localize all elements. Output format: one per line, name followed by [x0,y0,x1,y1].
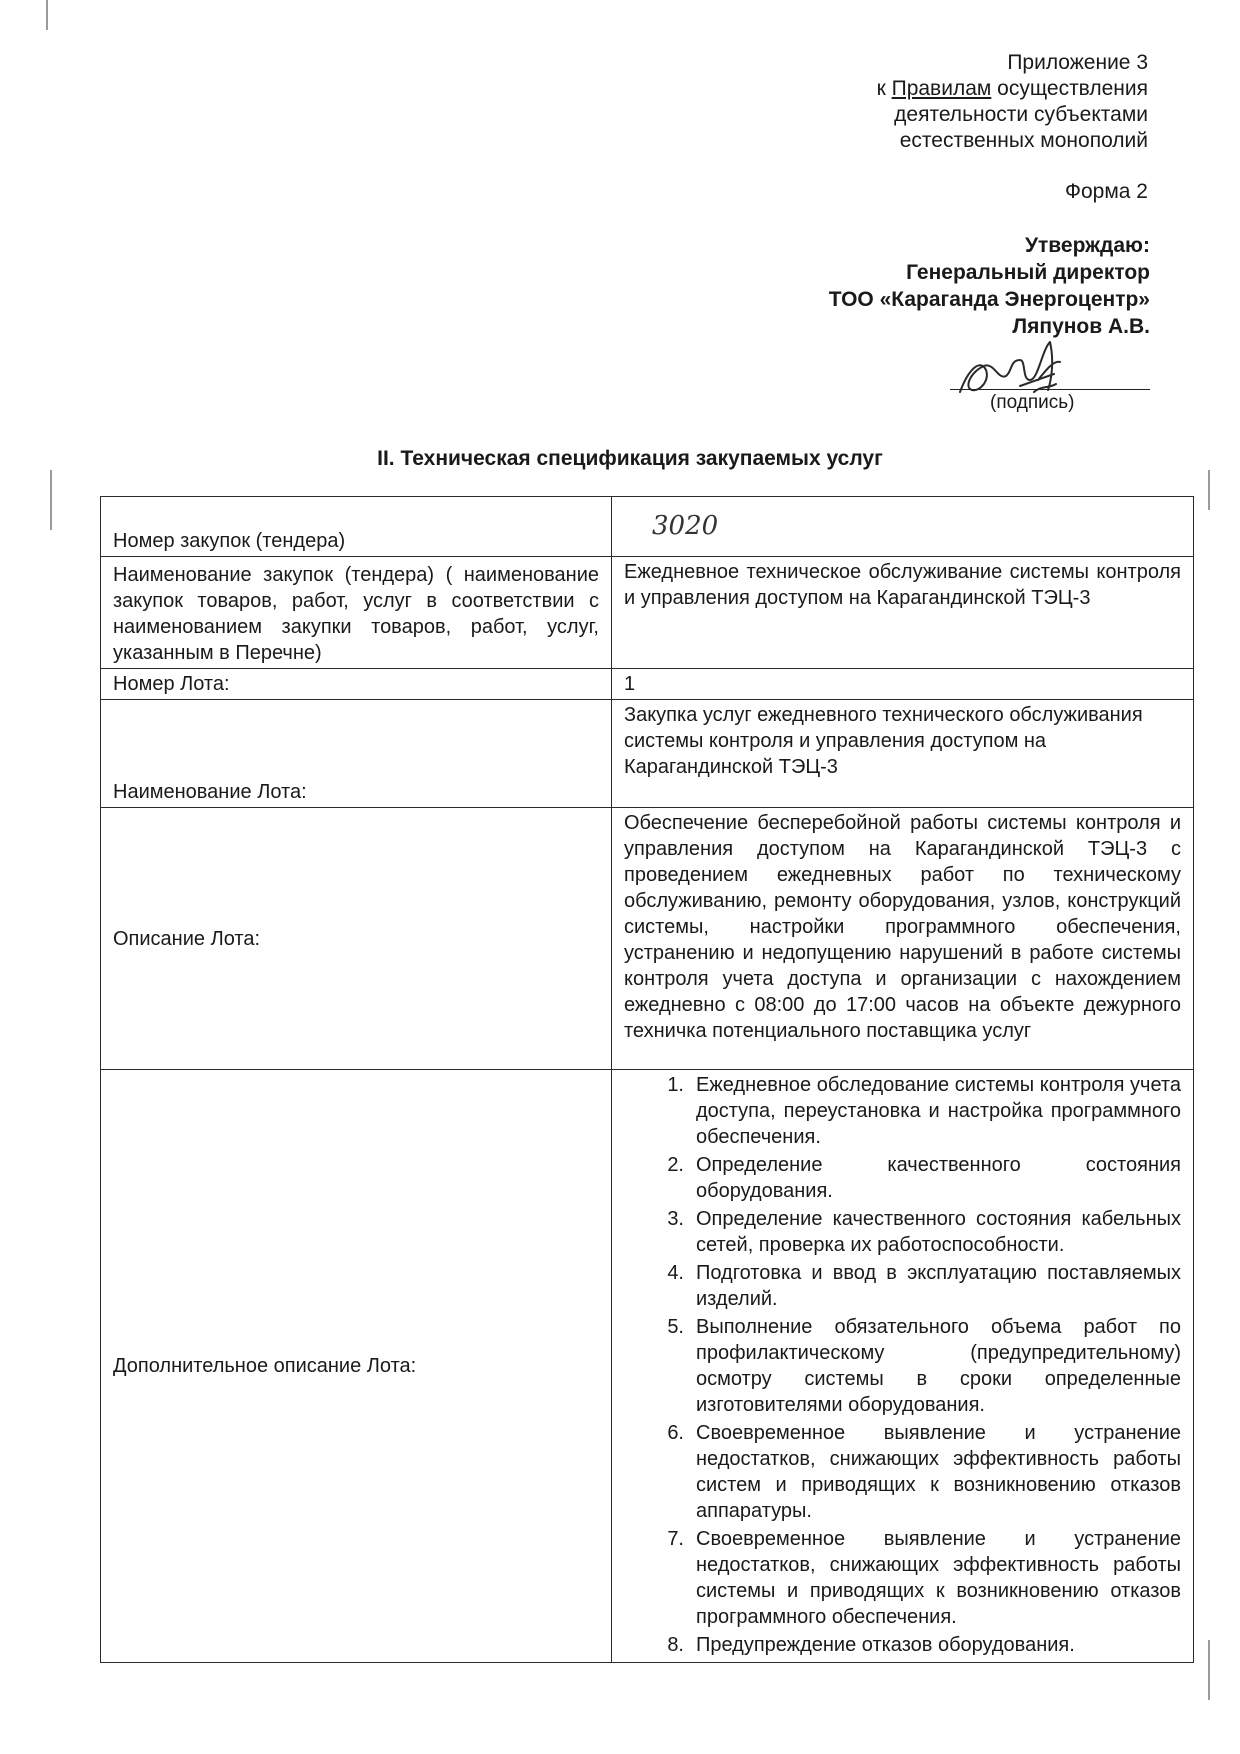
form-number: Форма 2 [1065,180,1148,203]
list-item [667,1072,1181,1150]
row-value: 1 [612,669,1194,700]
row-label: Дополнительное описание Лота: [101,1070,612,1663]
list-item-number: 2. [667,1154,684,1176]
list-item [667,1632,1181,1658]
list-item [667,1314,1181,1418]
list-item-number: 4. [667,1262,684,1284]
appendix-line: деятельности субъектами [894,103,1148,126]
list-item-text: Определение качественного состояния оборудования. [696,1154,1181,1202]
row-label: Описание Лота: [101,808,612,1070]
list-item [667,1206,1181,1258]
row-label: Наименование закупок (тендера) ( наименование закупок товаров, работ, услуг в соответствии с наименованием закупки товаров, работ, услуг, указанным в Перечне) [101,557,612,669]
scan-mark [46,0,48,30]
table-row [101,1070,1194,1663]
approve-line: ТОО «Караганда Энергоцентр» [828,288,1150,311]
scan-mark [1208,470,1210,510]
rules-link-text: Правилам [891,77,992,100]
appendix-line: Приложение 3 [1007,51,1148,74]
row-value [612,497,1194,557]
page-title: II. Техническая спецификация закупаемых услуг [377,447,883,470]
table-row [101,669,1194,700]
approval-block [650,232,1150,340]
list-item-text: Ежедневное обследование системы контроля учета доступа, переустановка и настройка программного обеспечения. [696,1074,1181,1148]
appendix-reference [708,50,1148,154]
list-item-number: 3. [667,1208,684,1230]
list-item-text: Определение качественного состояния кабельных сетей, проверка их работоспособности. [696,1208,1181,1256]
row-label: Наименование Лота: [101,700,612,808]
signature-line [950,389,1150,390]
row-label: Номер Лота: [101,669,612,700]
table-row [101,557,1194,669]
row-value: Ежедневное техническое обслуживание системы контроля и управления доступом на Карагандинской ТЭЦ-3 [612,557,1194,669]
scan-mark [50,470,52,530]
list-item-text: Своевременное выявление и устранение недостатков, снижающих эффективность работы систем и приводящих к возникновению отказов аппаратуры. [696,1422,1181,1522]
signature-caption: (подпись) [990,392,1075,413]
list-item [667,1420,1181,1524]
list-item-number: 7. [667,1528,684,1550]
list-item-number: 6. [667,1422,684,1444]
additional-description-list [624,1072,1181,1658]
list-item-text: Своевременное выявление и устранение недостатков, снижающих эффективность работы системы и приводящих к возникновению отказов программного обеспечения. [696,1528,1181,1628]
row-value: Закупка услуг ежедневного технического обслуживания системы контроля и управления доступом на Карагандинской ТЭЦ-3 [612,700,1194,808]
list-item-number: 1. [667,1074,684,1096]
scan-mark [1208,1640,1210,1700]
list-item-number: 8. [667,1634,684,1656]
list-item [667,1152,1181,1204]
handwritten-procurement-number: 3020 [652,510,719,541]
list-item-number: 5. [667,1316,684,1338]
list-item-text: Предупреждение отказов оборудования. [696,1634,1075,1656]
appendix-line: естественных монополий [899,129,1148,152]
appendix-line: к Правилам осуществления [876,77,1148,100]
specification-table [100,496,1194,1663]
row-value: Обеспечение бесперебойной работы системы контроля и управления доступом на Карагандинской ТЭЦ-3 с проведением ежедневных работ по техническому обслуживанию, ремонту оборудования, узлов, конструкций системы, настройки программного обеспечения, устранению и недопущению нарушений в работе системы контроля учета доступа и организации с нахождением ежедневно с 08:00 до 17:00 часов на объекте дежурного техничка потенциального поставщика услуг [612,808,1194,1070]
table-row [101,808,1194,1070]
table-row [101,497,1194,557]
list-item-text: Подготовка и ввод в эксплуатацию поставляемых изделий. [696,1262,1181,1310]
table-row [101,700,1194,808]
row-label: Номер закупок (тендера) [101,497,612,557]
approve-line: Утверждаю: [1024,234,1150,257]
list-item-text: Выполнение обязательного объема работ по профилактическому (предупредительному) осмотру системы в сроки определенные изготовителями оборудования. [696,1316,1181,1416]
row-value [612,1070,1194,1663]
list-item [667,1526,1181,1630]
list-item [667,1260,1181,1312]
approve-line: Генеральный директор [906,261,1150,284]
approve-line: Ляпунов А.В. [1012,315,1150,338]
